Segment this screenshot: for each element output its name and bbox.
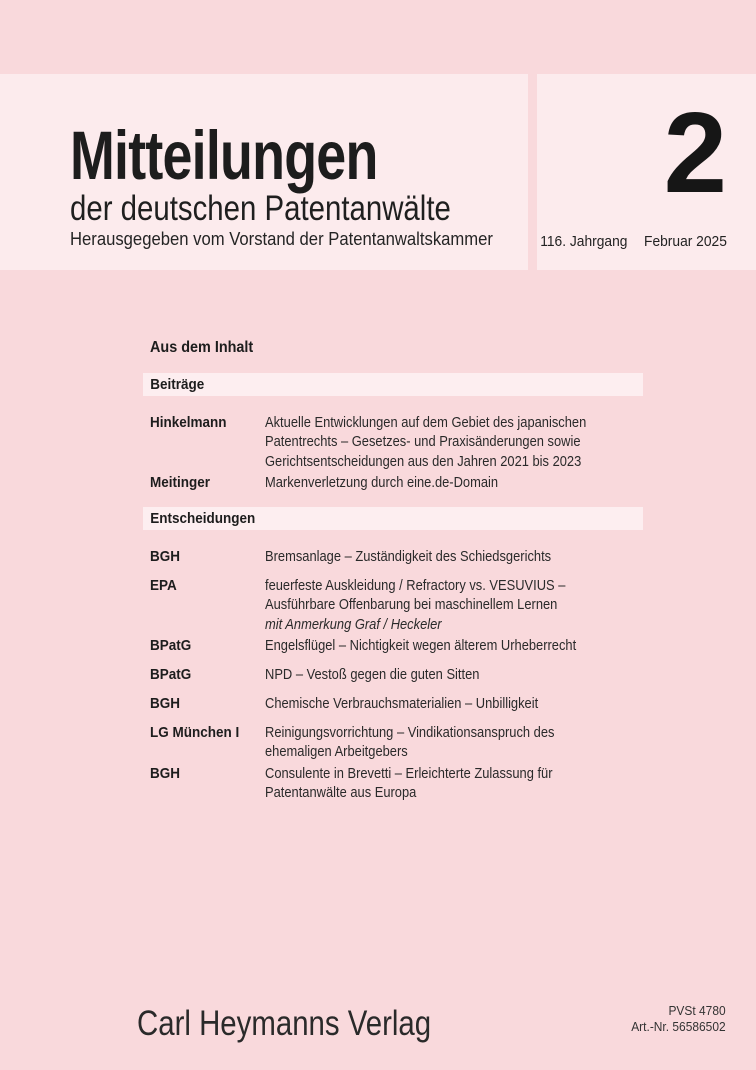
volume-label: 116. Jahrgang <box>540 233 628 250</box>
entry-author: EPA <box>150 576 177 594</box>
contents-entry <box>143 576 643 634</box>
entry-author-cell <box>150 764 265 803</box>
entry-title-cell <box>265 723 643 762</box>
entry-title: Aktuelle Entwicklungen auf dem Gebiet des japanischen Patentrechts – Gesetzes- und Praxisänderungen sowie Gerichtsentscheidungen aus den Jahren 2021 bis 2023 <box>265 414 587 470</box>
issue-date: Februar 2025 <box>644 233 727 250</box>
entry-title: Bremsanlage – Zuständigkeit des Schiedsgerichts <box>265 548 552 565</box>
entry-author: BGH <box>150 764 181 782</box>
section-entries <box>143 547 643 802</box>
entry-author: Meitinger <box>150 474 211 492</box>
contents-entry <box>143 547 643 566</box>
entry-author-cell <box>150 723 265 762</box>
publisher-line: Herausgegeben vom Vorstand der Patentanwaltskammer <box>70 228 493 249</box>
entry-title: Chemische Verbrauchsmaterialien – Unbilligkeit <box>265 694 539 712</box>
entry-title: feuerfeste Auskleidung / Refractory vs. VESUVIUS – Ausführbare Offenbarung bei maschinellem Lernen mit Anmerkung Graf / Heckeler <box>265 576 566 633</box>
contents-entry <box>143 694 643 713</box>
section-bar <box>143 373 643 396</box>
entry-author-cell <box>150 413 265 471</box>
entry-author: Hinkelmann <box>150 414 227 431</box>
entry-author: BPatG <box>150 666 192 684</box>
volume-date-line <box>540 234 727 249</box>
section-bar <box>143 507 643 530</box>
contents-entry <box>143 723 643 762</box>
contents-section <box>143 507 643 804</box>
entry-title-cell <box>265 665 643 684</box>
entry-title-cell <box>265 636 643 655</box>
contents-entry <box>143 413 643 471</box>
entry-title: NPD – Vestoß gegen die guten Sitten <box>265 666 480 684</box>
entry-author-cell <box>150 576 265 634</box>
contents-entry <box>143 636 643 655</box>
entry-author: BGH <box>150 548 181 565</box>
entry-author: LG München I <box>150 723 240 741</box>
entry-title: Engelsflügel – Nichtigkeit wegen älterem Urheberrecht <box>265 637 577 655</box>
entry-author-cell <box>150 694 265 713</box>
contents-entry <box>143 473 643 492</box>
contents-heading: Aus dem Inhalt <box>150 339 254 356</box>
article-number: Art.-Nr. 56586502 <box>631 1019 726 1034</box>
entry-author: BGH <box>150 694 181 712</box>
section-label: Entscheidungen <box>150 510 256 527</box>
entry-title: Markenverletzung durch eine.de-Domain <box>265 474 499 492</box>
entry-title-cell <box>265 547 643 566</box>
entry-title: Reinigungsvorrichtung – Vindikationsanspruch des ehemaligen Arbeitgebers <box>265 723 555 761</box>
contents-section <box>143 373 643 502</box>
entry-author-cell <box>150 636 265 655</box>
entry-author: BPatG <box>150 637 192 655</box>
entry-author-cell <box>150 547 265 566</box>
journal-title: Mitteilungen <box>70 117 378 194</box>
entry-title-cell <box>265 473 643 492</box>
issue-number: 2 <box>663 90 727 217</box>
entry-title-cell <box>265 694 643 713</box>
footer-publisher-name: Carl Heymanns Verlag <box>137 1004 432 1043</box>
postal-code: PVSt 4780 <box>668 1003 726 1018</box>
entry-title-cell <box>265 576 643 634</box>
footer-codes <box>632 1003 726 1035</box>
entry-note: mit Anmerkung Graf / Heckeler <box>265 615 442 633</box>
section-label: Beiträge <box>150 376 205 393</box>
section-entries <box>143 413 643 493</box>
entry-title-cell <box>265 413 643 471</box>
contents-entry <box>143 764 643 803</box>
contents-entry <box>143 665 643 684</box>
entry-title-cell <box>265 764 643 803</box>
journal-subtitle: der deutschen Patentanwälte <box>70 189 451 228</box>
entry-author-cell <box>150 665 265 684</box>
entry-author-cell <box>150 473 265 492</box>
entry-title: Consulente in Brevetti – Erleichterte Zulassung für Patentanwälte aus Europa <box>265 764 553 802</box>
